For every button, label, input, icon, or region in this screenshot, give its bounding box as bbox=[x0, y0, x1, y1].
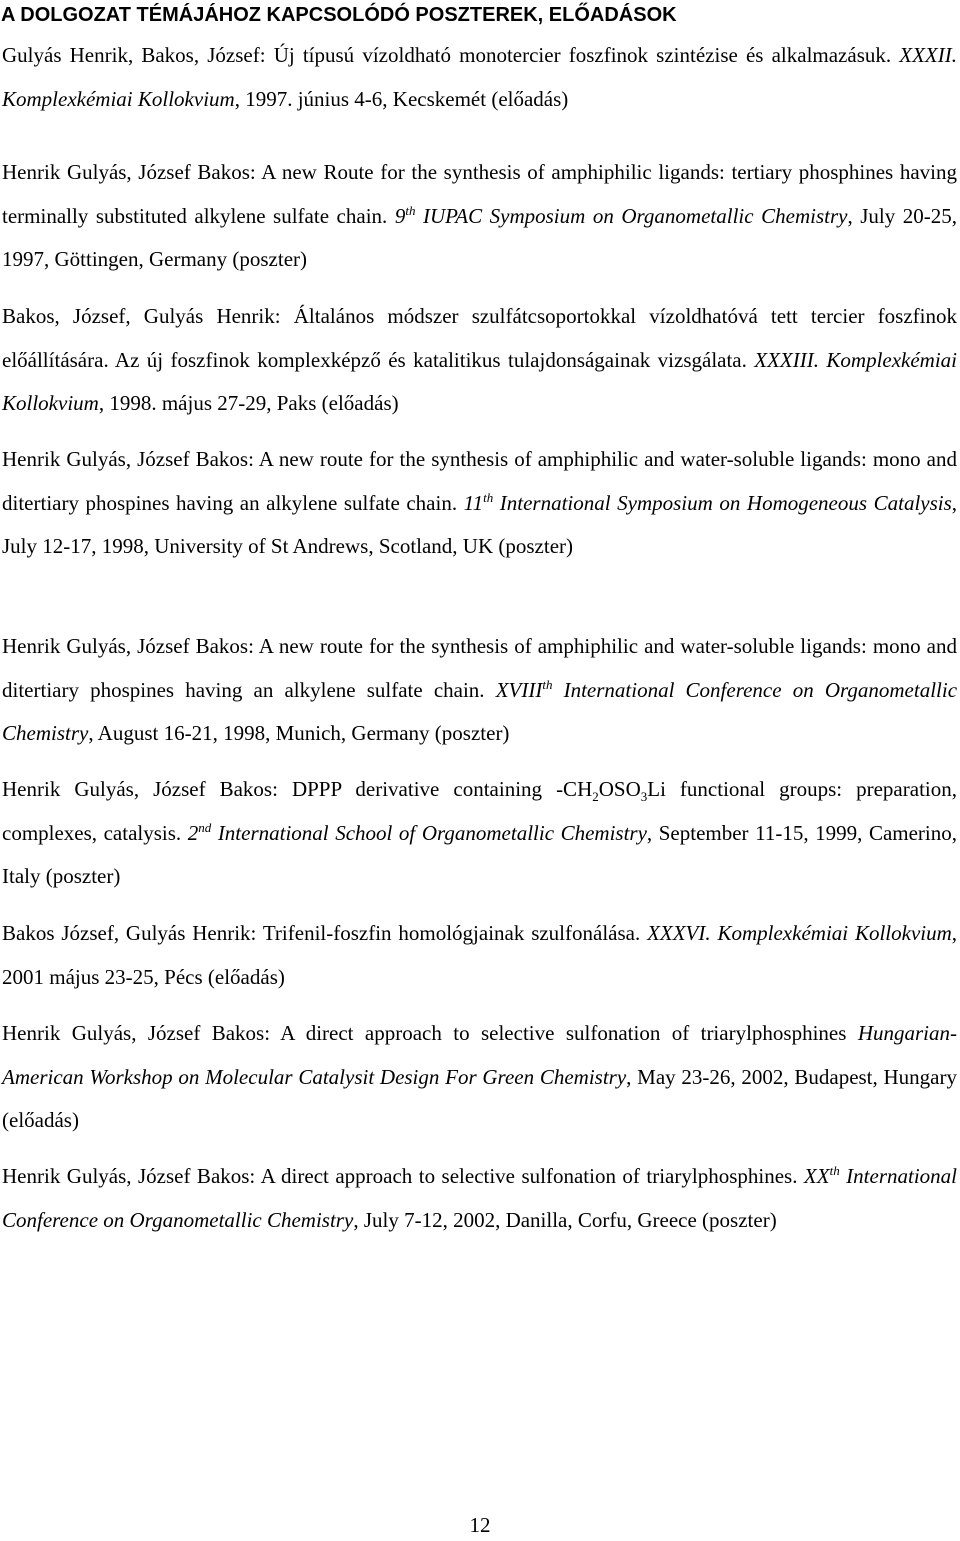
entry-venue: Hungarian-American Workshop on Molecular Catalysit Design For Green Chemistry bbox=[2, 1021, 957, 1089]
entry-details: , 1998. május 27-29, Paks (előadás) bbox=[98, 391, 399, 415]
reference-entry bbox=[2, 295, 957, 426]
entry-authors-title: Gulyás Henrik, Bakos, József: Új típusú vízoldható monotercier foszfinok szintézise és alkalmazásuk. bbox=[2, 43, 892, 67]
entry-details: , August 16-21, 1998, Munich, Germany (poszter) bbox=[88, 721, 510, 745]
page-number: 12 bbox=[469, 1513, 491, 1537]
entry-venue-number: XXXVI. bbox=[647, 921, 711, 945]
entry-venue-ordinal: XVIIIth bbox=[495, 676, 553, 702]
entry-venue: Komplexkémiai Kollokvium bbox=[717, 921, 952, 945]
entry-authors-title: Henrik Gulyás, József Bakos: A new Route for the synthesis of amphiphilic ligands: tertiary phosphines having terminally substituted alkylene sulfate chain. bbox=[2, 160, 957, 228]
entry-title-part: OSO bbox=[598, 777, 641, 801]
entry-venue-ordinal: XXth bbox=[803, 1163, 840, 1188]
entry-venue: Komplexkémiai Kollokvium bbox=[2, 86, 235, 111]
entry-authors-title: Henrik Gulyás, József Bakos: A new route for the synthesis of amphiphilic and water-soluble ligands: mono and ditertiary phospines having an alkylene sulfate chain. bbox=[2, 447, 957, 515]
entry-authors-title: Bakos József, Gulyás Henrik: Trifenil-foszfin homológjainak szulfonálása. bbox=[2, 921, 641, 945]
entry-details: , 1997. június 4-6, Kecskemét (előadás) bbox=[234, 86, 569, 111]
reference-entry bbox=[2, 1155, 957, 1242]
reference-entry bbox=[2, 151, 957, 282]
entry-venue: International School of Organometallic Chemistry bbox=[217, 820, 647, 845]
entry-details: , July 7-12, 2002, Danilla, Corfu, Greece (poszter) bbox=[353, 1207, 777, 1232]
entry-venue: IUPAC Symposium on Organometallic Chemistry bbox=[423, 203, 848, 228]
reference-entry bbox=[2, 912, 957, 999]
entry-authors-title: Henrik Gulyás, József Bakos: A direct approach to selective sulfonation of triarylphosphines. bbox=[2, 1164, 798, 1188]
entry-details: , September 11-15, 1999, Camerino, Italy (poszter) bbox=[2, 820, 957, 888]
entry-venue: International Conference on Organometallic Chemistry bbox=[2, 1164, 957, 1232]
entry-details: , 2001 május 23-25, Pécs (előadás) bbox=[2, 921, 958, 989]
entry-details: , July 20-25, 1997, Göttingen, Germany (poszter) bbox=[2, 203, 958, 271]
reference-entry bbox=[2, 768, 957, 899]
entry-details: , July 12-17, 1998, University of St Andrews, Scotland, UK (poszter) bbox=[2, 490, 958, 558]
entry-subscript: 3 bbox=[640, 789, 648, 805]
entry-venue-ordinal: 2nd bbox=[187, 819, 212, 845]
entry-details: , May 23-26, 2002, Budapest, Hungary (előadás) bbox=[2, 1064, 957, 1132]
entry-venue: International Symposium on Homogeneous Catalysis bbox=[499, 490, 952, 515]
entry-venue-number: XXXIII. bbox=[754, 347, 819, 372]
entry-authors-title: Henrik Gulyás, József Bakos: A direct approach to selective sulfonation of triarylphosphines bbox=[2, 1021, 847, 1045]
reference-entry bbox=[2, 438, 957, 569]
entry-title-part: Henrik Gulyás, József Bakos: DPPP derivative containing -CH bbox=[2, 777, 593, 801]
section-heading: A DOLGOZAT TÉMÁJÁHOZ KAPCSOLÓDÓ POSZTEREK, ELŐADÁSOK bbox=[1, 4, 677, 26]
entry-authors-title: Henrik Gulyás, József Bakos: A new route for the synthesis of amphiphilic and water-soluble ligands: mono and ditertiary phospines having an alkylene sulfate chain. bbox=[2, 634, 957, 702]
reference-entry bbox=[2, 625, 957, 756]
entry-venue-ordinal: 11th bbox=[463, 489, 494, 515]
reference-entry bbox=[2, 1012, 957, 1143]
entry-venue-number: XXXII. bbox=[899, 43, 958, 67]
entry-venue-ordinal: 9th bbox=[394, 202, 416, 228]
entry-authors-title: Bakos, József, Gulyás Henrik: Általános módszer szulfátcsoportokkal vízoldhatóvá tett tercier foszfinok előállítására. Az új foszfinok komplexképző és katalitikus tulajdonságainak vizsgálata. bbox=[2, 304, 957, 372]
reference-entry bbox=[2, 34, 957, 121]
entry-venue: Komplexkémiai Kollokvium bbox=[2, 347, 958, 415]
entry-venue: International Conference on Organometallic Chemistry bbox=[2, 677, 958, 745]
entry-title-part: Li functional groups: preparation, complexes, catalysis. bbox=[2, 777, 957, 845]
entry-subscript: 2 bbox=[592, 789, 599, 805]
